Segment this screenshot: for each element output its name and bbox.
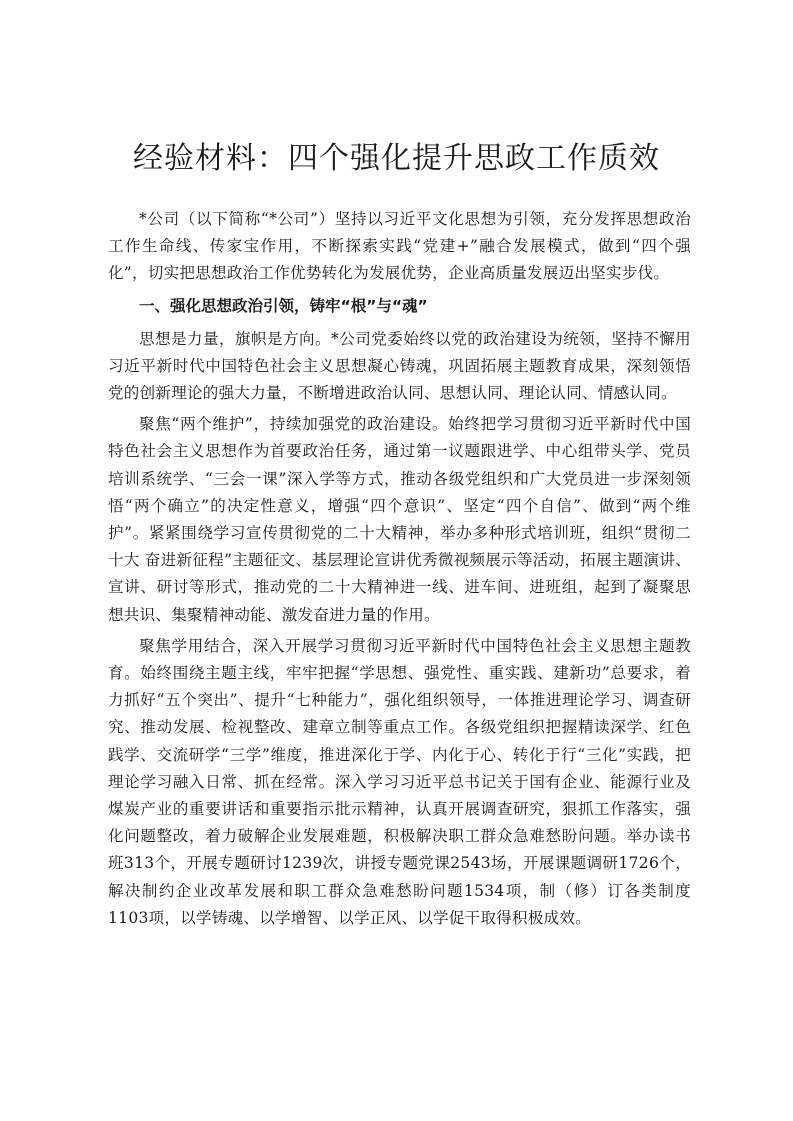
document-title: 经验材料：四个强化提升思政工作质效 (133, 141, 660, 176)
section-1-paragraph-2: 聚焦“两个维护”，持续加强党的政治建设。始终把学习贯彻习近平新时代中国特色社会主义思想作为首要政治任务，通过第一议题跟进学、中心组带头学、党员培训系统学、“三会一课”深入学等方式，推动各级党组织和广大党员进一步深刻领悟“两个确立”的决定性意义，增强“四个意识”、坚定“四个自信”、做到“两个维护”。紧紧围绕学习宣传贯彻党的二十大精神，举办多种形式培训班，组织“贯彻二十大 奋进新征程”主题征文、基层理论宣讲优秀微视频展示等活动，拓展主题演讲、宣讲、研讨等形式，推动党的二十大精神进一线、进车间、进班组，起到了凝聚思想共识、集聚精神动能、激发奋进力量的作用。 (108, 415, 691, 624)
section-1-heading: 一、强化思想政治引领，铸牢“根”与“魂” (139, 296, 428, 315)
intro-paragraph: *公司（以下简称“*公司”）坚持以习近平文化思想为引领，充分发挥思想政治工作生命线、传家宝作用，不断探索实践“党建+”融合发展模式，做到“四个强化”，切实把思想政治工作优势转化为发展优势，企业高质量发展迈出坚实步伐。 (108, 210, 691, 283)
section-1-paragraph-3: 聚焦学用结合，深入开展学习贯彻习近平新时代中国特色社会主义思想主题教育。始终围绕主题主线，牢牢把握“学思想、强党性、重实践、建新功”总要求，着力抓好“五个突出”、提升“七种能力”，强化组织领导，一体推进理论学习、调查研究、推动发展、检视整改、建章立制等重点工作。各级党组织把握精读深学、红色践学、交流研学“三学”维度，推进深化于学、内化于心、转化于行“三化”实践，把理论学习融入日常、抓在经常。深入学习习近平总书记关于国有企业、能源行业及煤炭产业的重要讲话和重要指示批示精神，认真开展调查研究，狠抓工作落实，强化问题整改，着力破解企业发展难题，积极解决职工群众急难愁盼问题。举办读书班313个，开展专题研讨1239次，讲授专题党课2543场，开展课题调研1726个，解决制约企业改革发展和职工群众急难愁盼问题1534项，制（修）订各类制度1103项，以学铸魂、以学增智、以学正风、以学促干取得积极成效。 (108, 636, 691, 927)
section-1-paragraph-1: 思想是力量，旗帜是方向。*公司党委始终以党的政治建设为统领，坚持不懈用习近平新时代中国特色社会主义思想凝心铸魂，巩固拓展主题教育成果，深刻领悟党的创新理论的强大力量，不断增进政治认同、思想认同、理论认同、情感认同。 (108, 329, 691, 403)
document-body (108, 206, 691, 936)
